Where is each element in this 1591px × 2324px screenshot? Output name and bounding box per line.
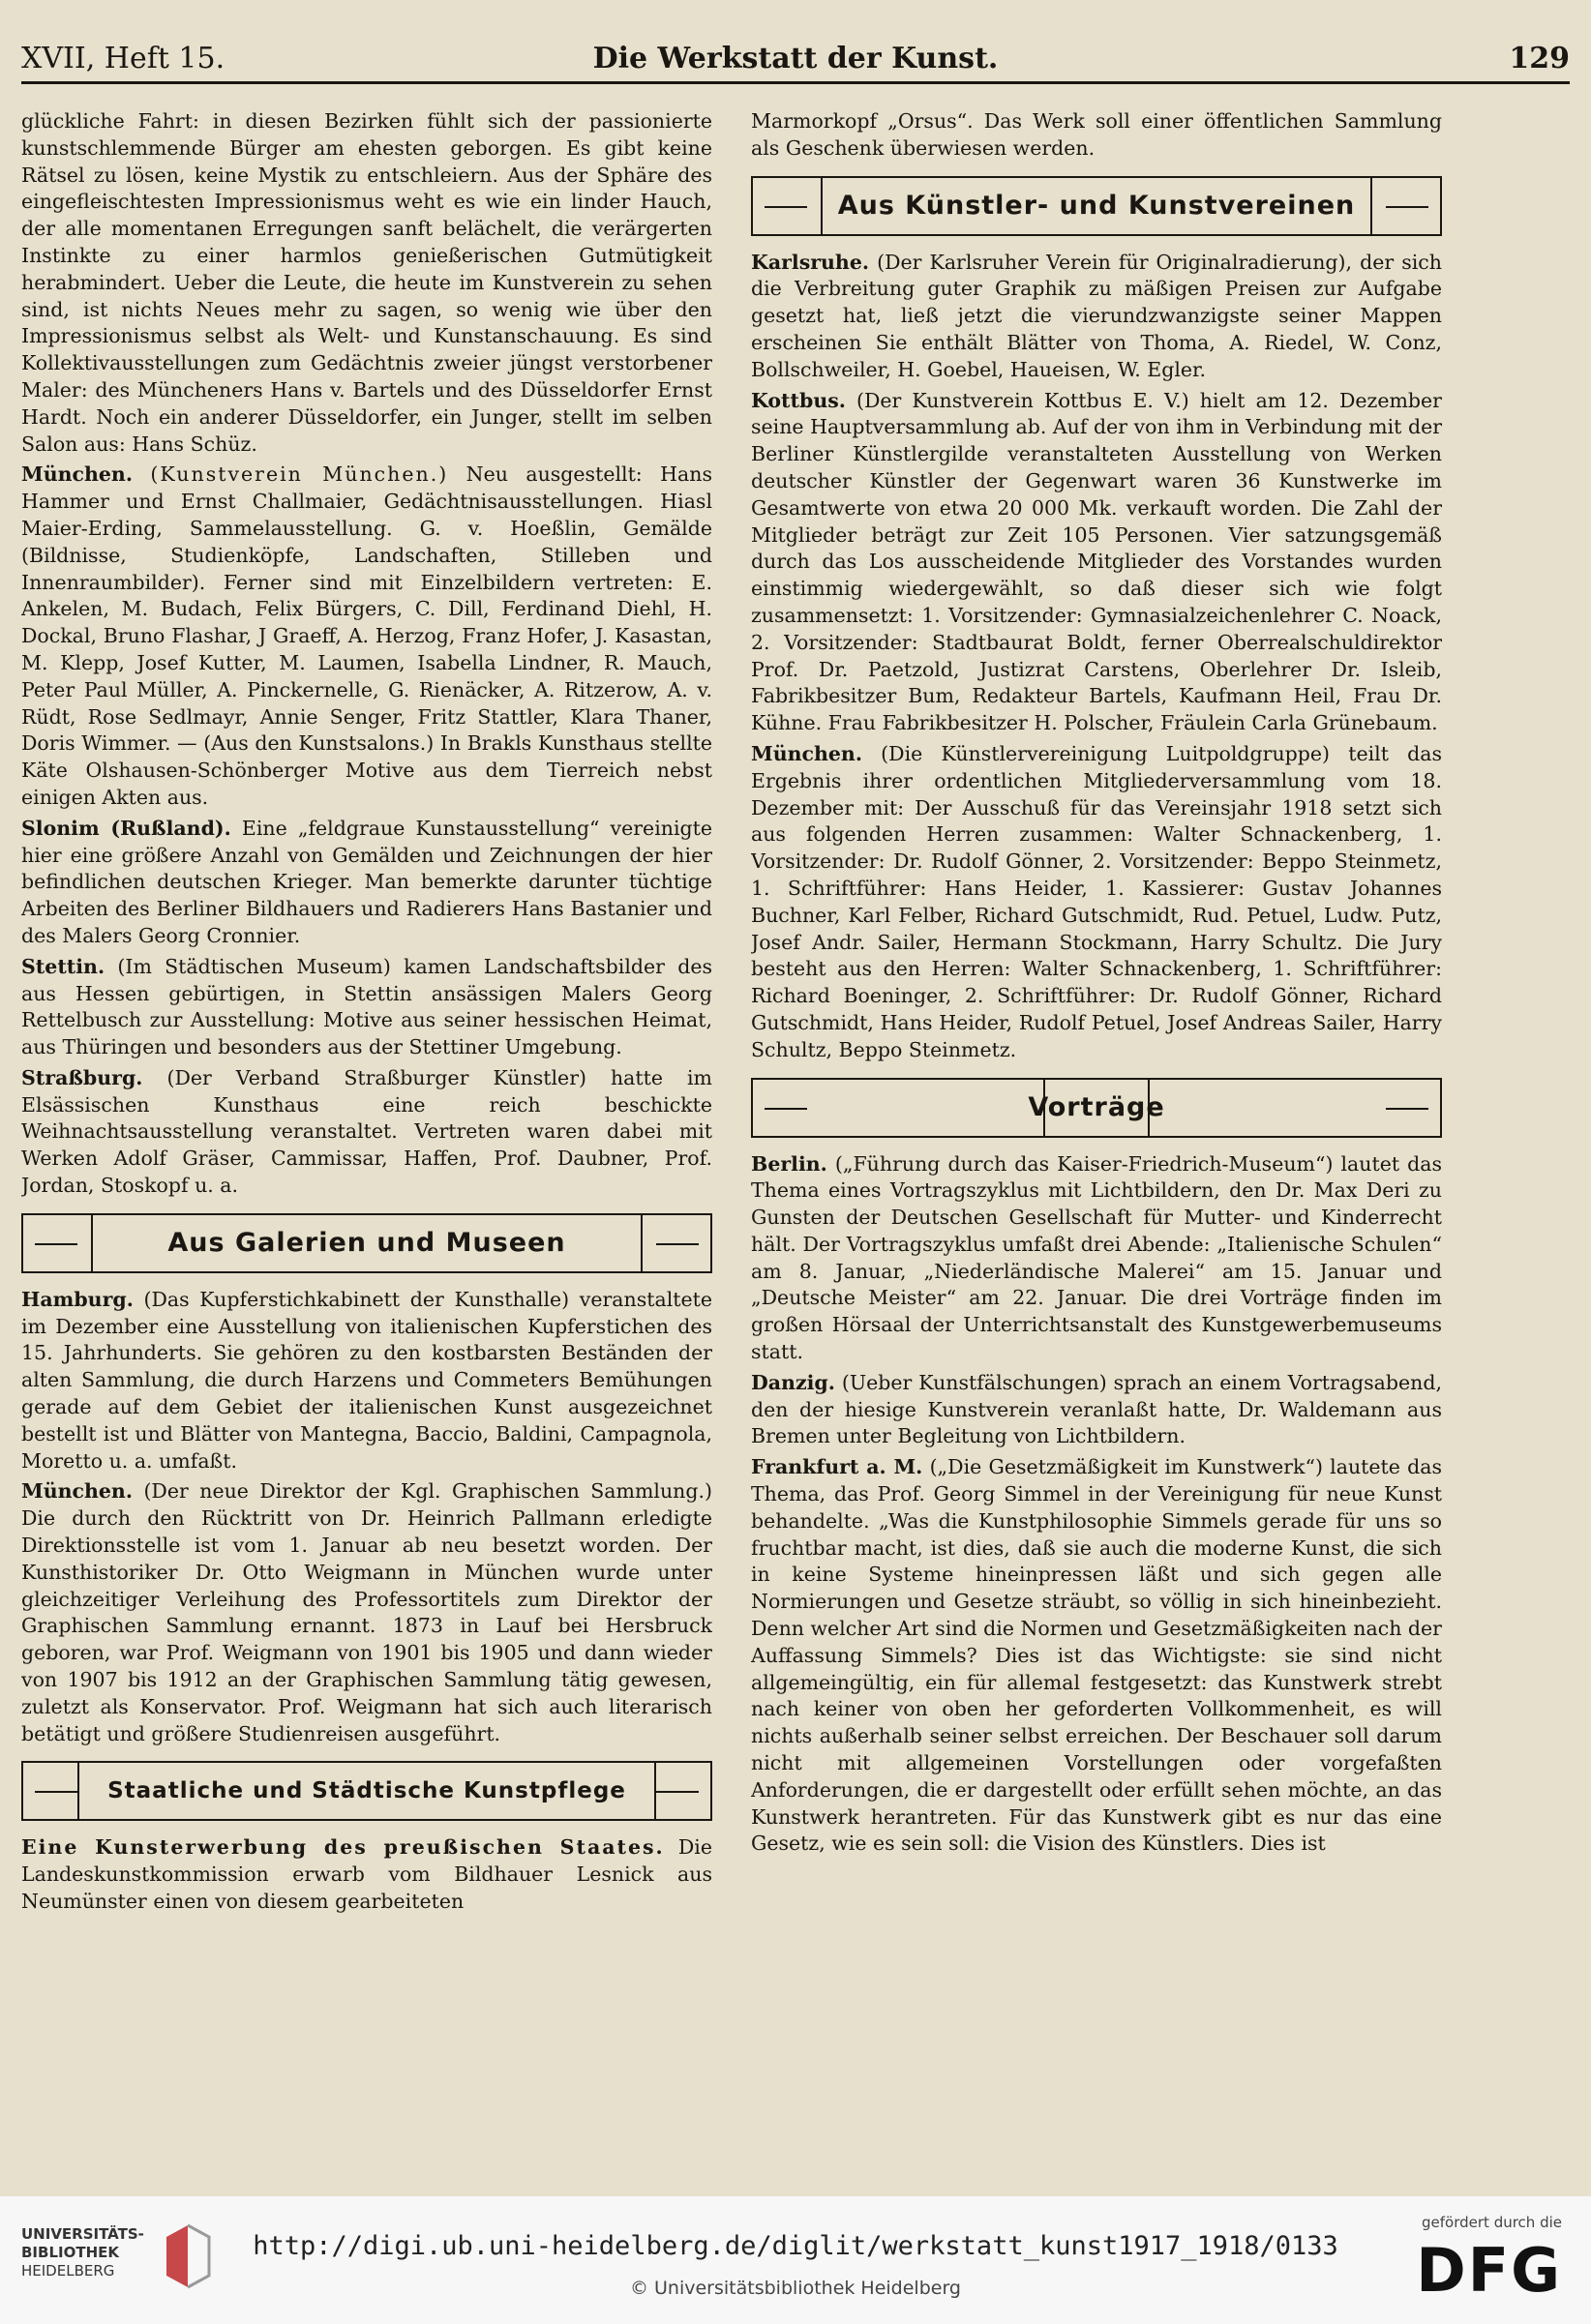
funding-note: gefördert durch die [1422, 2214, 1562, 2231]
entry-text: (Der Karlsruher Verein für Originalradierung), der sich die Verbreitung guter Graphik zu mäßigen Preisen zur Aufgabe gesetzt hat, ließ jetzt die vierundzwanzigste seiner Mappen erscheinen Sie enthält Blätter von Thoma, A. Riedel, W. Conz, Bollschweiler, H. Goebel, Haueisen, W. Egler. [751, 250, 1442, 381]
section-heading-label: Aus Künstler- und Kunstvereinen [821, 176, 1372, 236]
intro-paragraph: glückliche Fahrt: in diesen Bezirken fühlt sich der passionierte kunstschlemmende Bürger am ehesten geborgen. Es gibt keine Rätsel zu lösen, keine Mystik zu entschleiern. Aus der Sphäre des eingefleischtesten Impressionismus weht es wie ein linder Hauch, der alle momentanen Erregungen sanft belächelt, die verärgerten Instinkte zu einer harmlos genießerischen Gutmütigkeit herabmindert. Ueber die Leute, die heute im Kunstverein zu sehen sind, ist nichts Neues mehr zu sagen, so wenig wie über den Impressionismus selbst als Welt- und Kunstanschauung. Es sind Kollektivausstellungen zum Gedächtnis zweier jüngst verstorbener Maler: des Müncheners Hans v. Bartels und des Düsseldorfer Ernst Hardt. Noch ein anderer Düsseldorfer, ein Junger, stellt im selben Salon aus: Hans Schüz. [21, 109, 712, 456]
entry-text: („Die Gesetzmäßigkeit im Kunstwerk“) lautete das Thema, das Prof. Georg Simmel in der Vereinigung für neue Kunst behandelte. „Was die Kunstphilosophie Simmels gerade für uns so fruchtbar macht, ist dies, daß sie auch die moderne Kunst, die sich in keine Systeme hineinpressen läßt und sich gegen alle Normierungen und Gesetze sträubt, so völlig in sich hineinbezieht. Denn welcher Art sind die Normen und Gesetzmäßigkeiten nach der Auffassung Simmels? Dies ist das Wichtigste: sie sind nicht allgemeingültig, ein für allemal festgesetzt: das Kunstwerk strebt nach keiner von oben her geforderten Vollkommenheit, es will nichts außerhalb seiner selbst erreichen. Der Beschauer soll darum nicht mit allgemeinen Vorstellungen oder vorgefaßten Anforderungen, die er dargestellt oder erfüllt sehen möchte, an das Kunstwerk herantreten. Für das Kunstwerk gibt es nur das eine Gesetz, wie es sein soll: die Vision des Künstlers. Dies ist [751, 1455, 1442, 1856]
entry-lead: München. [21, 1479, 133, 1504]
entry-lead: Eine Kunsterwerbung des preußischen Staates. [21, 1835, 665, 1860]
entry-text: (Der Verband Straßburger Künstler) hatte im Elsässischen Kunsthaus eine reich beschickte Weihnachtsausstellung veranstaltet. Vertreten waren dabei mit Werken Adolf Gräser, Cammissar, Haffen, Prof. Daubner, Prof. Jordan, Stoskopf u. a. [21, 1065, 712, 1198]
entry-text: (Die Künstlervereinigung Luitpoldgruppe) teilt das Ergebnis ihrer ordentlichen Mitgliederversammlung vom 18. Dezember mit: Der Ausschuß für das Vereinsjahr 1918 setzt sich aus folgenden Herren zusammen: Walter Schnackenberg, 1. Vorsitzender: Dr. Rudolf Gönner, 2. Vorsitzender: Beppo Steinmetz, 1. Schriftführer: Hans Heider, 1. Kassierer: Gustav Johannes Buchner, Karl Felber, Richard Gutschmidt, Rud. Petuel, Ludw. Putz, Josef Andr. Sailer, Hermann Stockmann, Harry Schultz. Die Jury besteht aus den Herren: Walter Schnackenberg, 1. Schriftführer: Richard Boeninger, 2. Schriftführer: Dr. Rudolf Gönner, Richard Gutschmidt, Hans Heider, Rudolf Petuel, Josef Andreas Sailer, Harry Schultz, Beppo Steinmetz. [751, 741, 1442, 1061]
entry-text: Die Landeskunstkommission erwarb vom Bildhauer Lesnick aus Neumünster einen von diesem gearbeiteten [21, 1835, 712, 1914]
journal-title: Die Werkstatt der Kunst. [592, 42, 999, 75]
section-heading-staatliche [21, 1761, 712, 1821]
right-column [751, 108, 1442, 2169]
entry-hamburg [21, 1287, 712, 1475]
page-number: 129 [1509, 42, 1570, 75]
entry-lead: Frankfurt a. M. [751, 1455, 923, 1479]
entry-lead: Slonim (Rußland). [21, 816, 231, 840]
entry-muenchen-graphische-sammlung [21, 1478, 712, 1747]
entry-text: (Im Städtischen Museum) kamen Landschaftsbilder des aus Hessen gebürtigen, in Stettin ansässigen Malers Georg Rettelbusch zur Ausstellung: Motive aus seiner hessischen Heimat, aus Thüringen und besonders aus der Stettiner Umgebung. [21, 954, 712, 1059]
logo-line: BIBLIOTHEK [21, 2244, 119, 2261]
entry-kunsterwerbung [21, 1834, 712, 1915]
entry-frankfurt [751, 1454, 1442, 1858]
entry-lead: München. [751, 741, 862, 765]
section-heading-kuenstler [751, 176, 1442, 236]
permalink-url[interactable]: http://digi.ub.uni-heidelberg.de/diglit/werkstatt_kunst1917_1918/0133 [253, 2231, 1338, 2261]
entry-lead: Karlsruhe. [751, 250, 870, 274]
logo-line: HEIDELBERG [21, 2262, 115, 2279]
section-heading-vortraege [751, 1078, 1442, 1138]
section-heading-label: Staatliche und Städtische Kunstpflege [77, 1761, 656, 1821]
entry-text: Neu ausgestellt: Hans Hammer und Ernst Challmaier, Gedächtnisausstellungen. Hiasl Maier-Erding, Sammelausstellung. G. v. Hoeßlin, Gemälde (Bildnisse, Studienköpfe, Landschaften, Stilleben und Innenraumbilder). Ferner sind mit Einzelbildern vertreten: E. Ankelen, M. Budach, Felix Bürgers, C. Dill, Ferdinand Diehl, H. Dockal, Bruno Flashar, J Graeff, A. Herzog, Franz Hofer, J. Kasastan, M. Klepp, Josef Kutter, M. Laumen, Isabella Lindner, R. Mauch, Peter Paul Müller, A. Pinckernelle, G. Rienäcker, A. Ritzerow, A. v. Rüdt, Rose Sedlmayr, Annie Senger, Fritz Stattler, Klara Thaner, Doris Wimmer. — (Aus den Kunstsalons.) In Brakls Kunsthaus stellte Käte Olshausen-Schönberger Motive aus dem Tierreich nebst einigen Akten aus. [21, 462, 712, 809]
entry-karlsruhe [751, 250, 1442, 384]
left-column [21, 108, 712, 2169]
entry-lead: Hamburg. [21, 1287, 134, 1311]
entry-lead: Stettin. [21, 954, 105, 978]
entry-text: (Der Kunstverein Kottbus E. V.) hielt am 12. Dezember seine Hauptversammlung ab. Auf der von ihm in Verbindung mit der Berliner Künstlergilde veranstalteten Ausstellung von Werken deutscher Künstler der Gegenwart waren 36 Kunstwerke im Gesamtwerte von etwa 20 000 Mk. verkauft worden. Die Zahl der Mitglieder beträgt zur Zeit 105 Personen. Vier satzungsgemäß durch das Los ausscheidende Mitglieder des Vorstandes wurden einstimmig wiedergewählt, so daß dieser sich wie folgt zusammensetzt: 1. Vorsitzender: Gymnasialzeichenlehrer C. Noack, 2. Vorsitzender: Stadtbaurat Boldt, ferner Oberrealschuldirektor Prof. Dr. Paetzold, Justizrat Carstens, Oberlehrer Dr. Isleib, Fabrikbesitzer Bum, Redakteur Bartels, Kaufmann Heil, Frau Dr. Kühne. Frau Fabrikbesitzer H. Polscher, Fräulein Carla Grünebaum. [751, 388, 1442, 735]
entry-text: (Das Kupferstichkabinett der Kunsthalle) veranstaltete im Dezember eine Ausstellung von italienischen Kupferstichen des 15. Jahrhunderts. Sie gehören zu den kostbarsten Beständen der alten Sammlung, die durch Harzens und Commeters Bemühungen gerade auf dem Gebiet der italienischen Kunst ausgezeichnet bestellt ist und Blätter von Mantegna, Baccio, Baldini, Campagnola, Moretto u. a. umfaßt. [21, 1287, 712, 1473]
entry-lead: Berlin. [751, 1151, 827, 1176]
entry-danzig [751, 1370, 1442, 1450]
viewer-footer [0, 2196, 1591, 2324]
continuation-paragraph: Marmorkopf „Orsus“. Das Werk soll einer öffentlichen Sammlung als Geschenk überwiesen werden. [751, 109, 1442, 160]
logo-line: UNIVERSITÄTS- [21, 2225, 144, 2243]
running-head [21, 37, 1570, 84]
section-heading-label: Vorträge [1043, 1078, 1150, 1138]
issue-label: XVII, Heft 15. [21, 42, 225, 75]
entry-lead: München. [21, 462, 133, 487]
entry-berlin [751, 1151, 1442, 1366]
entry-text: (Ueber Kunstfälschungen) sprach an einem Vortragsabend, den der hiesige Kunstverein veranlaßt hatte, Dr. Waldemann aus Bremen unter Begleitung von Lichtbildern. [751, 1370, 1442, 1448]
entry-text: („Führung durch das Kaiser-Friedrich-Museum“) lautet das Thema eines Vortragszyklus mit Lichtbildern, den Dr. Max Deri zu Gunsten der Deutschen Gesellschaft für Mutter- und Kinderrecht hält. Der Vortragszyklus umfaßt drei Abende: „Italienische Schulen“ am 8. Januar, „Niederländische Malerei“ am 15. Januar und „Deutsche Meister“ am 22. Januar. Die drei Vorträge finden im großen Hörsaal der Unterrichtsanstalt des Kunstgewerbemuseums statt. [751, 1151, 1442, 1364]
entry-lead: Kottbus. [751, 388, 846, 412]
section-heading-label: Aus Galerien und Museen [91, 1213, 643, 1273]
copyright-notice: © Universitätsbibliothek Heidelberg [629, 2278, 961, 2299]
entry-stettin [21, 954, 712, 1061]
entry-lead: Danzig. [751, 1370, 835, 1394]
entry-kottbus [751, 388, 1442, 737]
entry-muenchen-luitpoldgruppe [751, 741, 1442, 1064]
entry-muenchen-kunstverein [21, 462, 712, 811]
entry-lead: Straßburg. [21, 1065, 143, 1089]
entry-source: (Kunstverein München.) [150, 462, 449, 487]
entry-slonim [21, 816, 712, 950]
entry-strassburg [21, 1065, 712, 1200]
section-heading-galerien [21, 1213, 712, 1273]
dfg-logo[interactable]: DFG [1416, 2235, 1562, 2306]
entry-text: (Der neue Direktor der Kgl. Graphischen Sammlung.) Die durch den Rücktritt von Dr. Heinrich Pallmann erledigte Direktionsstelle ist vom 1. Januar ab neu besetzt worden. Der Kunsthistoriker Dr. Otto Weigmann in München wurde unter gleichzeitiger Verleihung des Professortitels zum Direktor der Graphischen Sammlung ernannt. 1873 in Lauf bei Hersbruck geboren, war Prof. Weigmann von 1901 bis 1905 und dann wieder von 1907 bis 1912 an der Graphischen Sammlung tätig gewesen, zuletzt als Konservator. Prof. Weigmann hat sich auch literarisch betätigt und größere Studienreisen ausgeführt. [21, 1479, 712, 1745]
entry-text: Eine „feldgraue Kunstausstellung“ vereinigte hier eine größere Anzahl von Gemälden und Zeichnungen der hier befindlichen deutschen Krieger. Man bemerkte darunter tüchtige Arbeiten des Berliner Bildhauers und Radierers Hans Bastanier und des Malers Georg Cronnier. [21, 816, 712, 947]
